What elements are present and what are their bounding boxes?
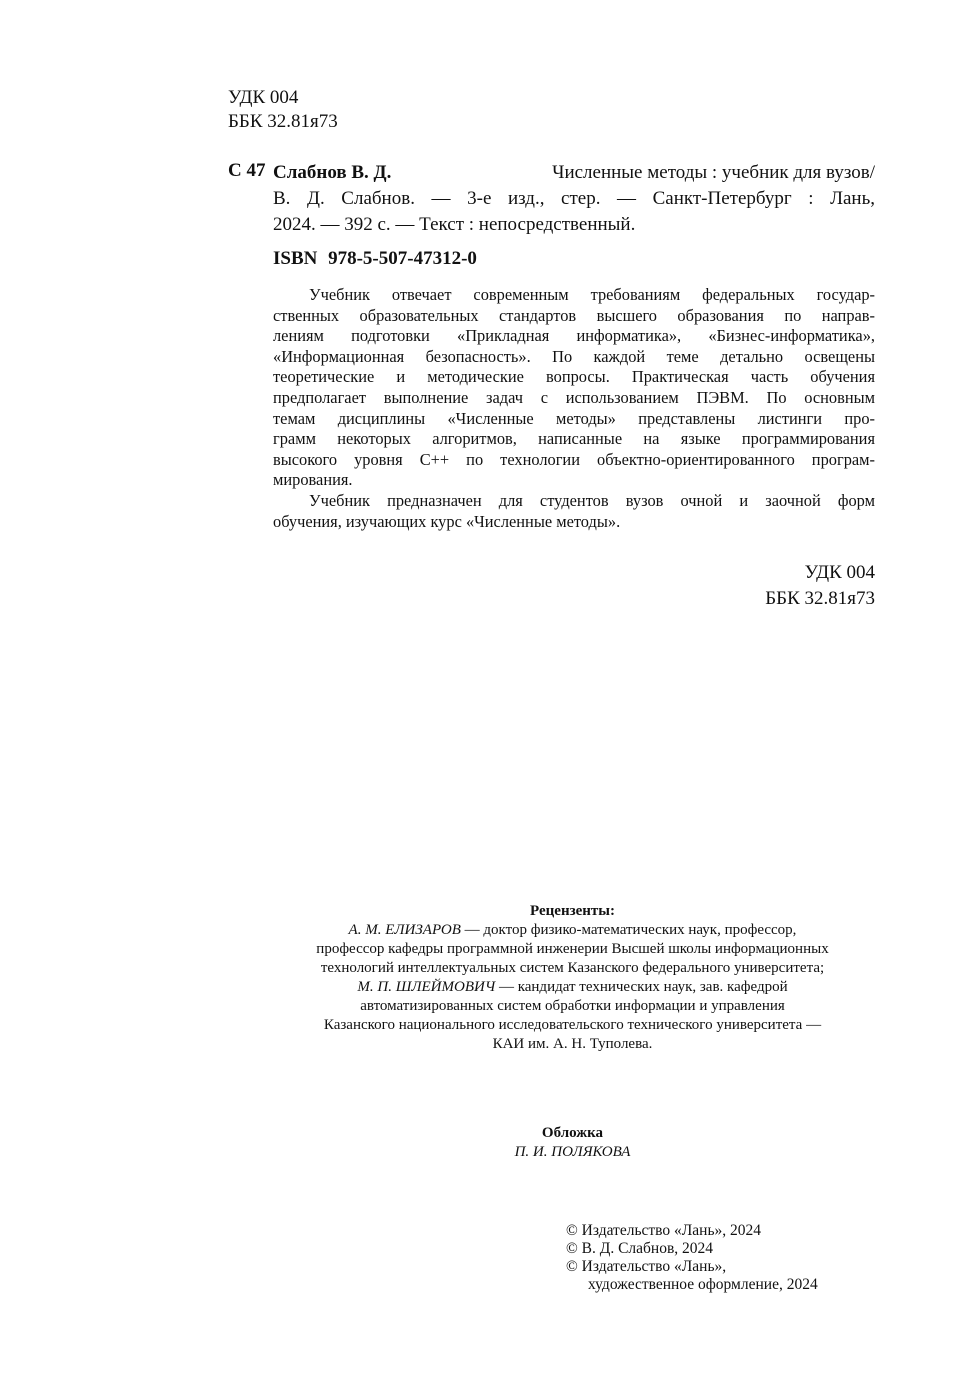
biblio-text-2: В. Д. Слабнов. — 3-е изд., стер. — Санкт-Петербург : Лань, bbox=[273, 188, 875, 209]
cover-credit bbox=[270, 1124, 875, 1162]
cover-designer: П. И. ПОЛЯКОВА bbox=[514, 1144, 631, 1160]
udk-code: УДК 004 bbox=[228, 87, 299, 108]
annotation bbox=[273, 285, 875, 532]
annotation-line: Учебник предназначен для студентов вузов очной и заочной форм bbox=[309, 490, 875, 510]
biblio-line-2 bbox=[273, 186, 875, 212]
annotation-line: Учебник отвечает современным требованиям федеральных государ- bbox=[309, 285, 875, 304]
reviewer-2-name: М. П. ШЛЕЙМОВИЧ bbox=[357, 979, 496, 995]
bibliographic-record bbox=[273, 160, 875, 238]
annotation-line: высокого уровня C++ по технологии объектно-ориентированного програм- bbox=[273, 449, 875, 469]
biblio-line-3 bbox=[273, 212, 875, 238]
annotation-paragraph-2 bbox=[273, 491, 875, 532]
author-name: Слабнов В. Д. bbox=[273, 162, 392, 183]
reviewers-block bbox=[270, 902, 875, 1054]
annotation-line: предполагает выполнение задач с использованием ПЭВМ. По основным bbox=[273, 387, 875, 407]
copyright-publisher: © Издательство «Лань», 2024 bbox=[566, 1222, 762, 1239]
annotation-line: теоретические и методические вопросы. Практическая часть обучения bbox=[273, 367, 875, 387]
reviewer-1-credentials: — доктор физико-математических наук, профессор, bbox=[460, 922, 797, 938]
reviewer-2-line-3: Казанского национального исследовательского технического университета — bbox=[323, 1017, 822, 1033]
copyright-design: © Издательство «Лань», bbox=[566, 1258, 727, 1275]
call-number: С 47 bbox=[228, 160, 266, 181]
reviewer-2-line-1 bbox=[270, 978, 875, 997]
copyright-design-cont: художественное оформление, 2024 bbox=[588, 1276, 818, 1293]
annotation-line: «Информационная безопасность». По каждой теме детально освещены bbox=[273, 346, 875, 366]
biblio-line-1 bbox=[273, 160, 875, 186]
footer-classification-codes bbox=[600, 560, 875, 612]
annotation-line: грамм некоторых алгоритмов, написанные на языке программирования bbox=[273, 429, 875, 449]
annotation-line: ственных образовательных стандартов высшего образования по направ- bbox=[273, 305, 875, 325]
annotation-line: темам дисциплины «Численные методы» представлены листинги про- bbox=[273, 408, 875, 428]
isbn: ISBN 978-5-507-47312-0 bbox=[273, 248, 477, 269]
reviewer-2-line-4: КАИ им. А. Н. Туполева. bbox=[492, 1036, 653, 1052]
reviewer-2-line-2: автоматизированных систем обработки информации и управления bbox=[360, 998, 785, 1014]
title-text: Численные методы : учебник для вузов/ bbox=[552, 162, 875, 183]
bbk-code: ББК 32.81я73 bbox=[228, 111, 338, 132]
reviewer-1-line-2: профессор кафедры программной инженерии Высшей школы информационных bbox=[316, 941, 829, 957]
annotation-paragraph-1 bbox=[273, 285, 875, 491]
annotation-line: лениям подготовки «Прикладная информатика», «Бизнес-информатика», bbox=[273, 326, 875, 346]
biblio-text-3: 2024. — 392 с. — Текст : непосредственный. bbox=[273, 214, 636, 235]
header-classification-codes bbox=[228, 86, 338, 134]
annotation-line: обучения, изучающих курс «Численные методы». bbox=[273, 511, 621, 531]
annotation-line: мирования. bbox=[273, 470, 353, 490]
reviewer-1-name: А. М. ЕЛИЗАРОВ bbox=[348, 922, 461, 938]
reviewer-1-line-3: технологий интеллектуальных систем Казанского федерального университета; bbox=[320, 960, 825, 976]
reviewer-1-line-1 bbox=[270, 921, 875, 940]
copyright-block bbox=[566, 1222, 818, 1294]
copyright-author: © В. Д. Слабнов, 2024 bbox=[566, 1240, 714, 1257]
reviewer-2-credentials: — кандидат технических наук, зав. кафедрой bbox=[495, 979, 788, 995]
reviewers-heading: Рецензенты: bbox=[530, 903, 615, 919]
cover-heading: Обложка bbox=[541, 1125, 604, 1141]
udk-code-bottom: УДК 004 bbox=[804, 562, 875, 583]
bbk-code-bottom: ББК 32.81я73 bbox=[765, 588, 875, 609]
